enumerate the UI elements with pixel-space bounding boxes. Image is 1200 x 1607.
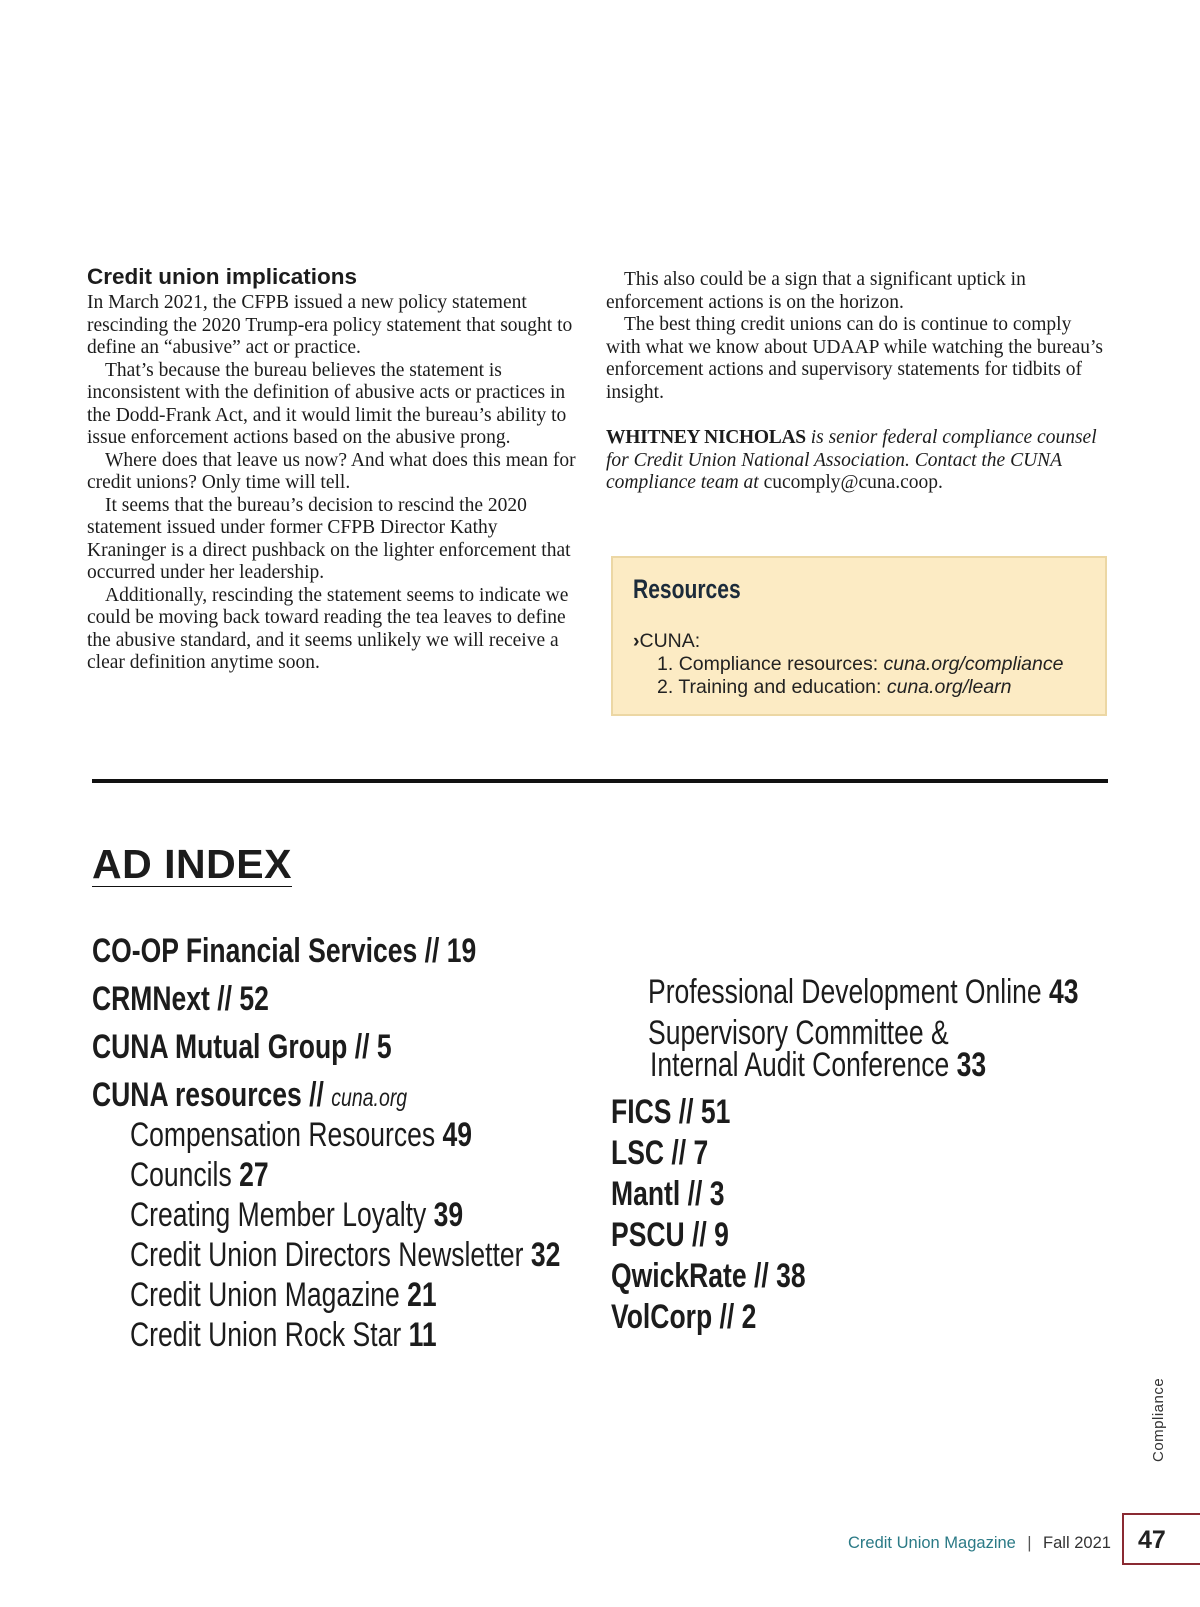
ad-name: CUNA Mutual Group: [92, 1028, 348, 1066]
page-number-box: [1122, 1513, 1200, 1565]
section-label: Compliance: [1150, 1377, 1167, 1462]
ad-page: 7: [693, 1134, 709, 1172]
ad-name: PSCU: [611, 1216, 685, 1254]
ad-sub-entry: [130, 1316, 437, 1354]
resources-box: [611, 556, 1107, 716]
ad-sub-entry: [130, 1116, 472, 1154]
resource-item[interactable]: [657, 676, 1012, 699]
ad-name: LSC: [611, 1134, 665, 1172]
ad-name: Credit Union Magazine: [130, 1276, 400, 1314]
paragraph: In March 2021, the CFPB issued a new policy statement rescinding the 2020 Trump-era policy statement that sought to define an “abusive” act or practice.: [87, 292, 573, 358]
ad-page: 39: [433, 1196, 464, 1234]
ad-page: 52: [239, 980, 269, 1018]
resources-title: Resources: [633, 574, 741, 604]
ad-sub-entry: [130, 1156, 269, 1194]
ad-name: Professional Development Online: [648, 973, 1042, 1011]
ad-page: 51: [700, 1093, 731, 1131]
ad-entry: [611, 1298, 756, 1336]
ad-page: 38: [776, 1257, 806, 1295]
ad-entry: [611, 1216, 729, 1254]
footer-issue: Fall 2021: [1043, 1534, 1111, 1552]
ad-name: FICS: [611, 1093, 672, 1131]
ad-separator: //: [301, 1076, 332, 1114]
ad-separator: //: [417, 932, 447, 970]
bio-end: .: [938, 472, 943, 493]
ad-name: QwickRate: [611, 1257, 747, 1295]
ad-index-title: AD INDEX: [92, 841, 292, 887]
ad-entry: [92, 1028, 392, 1066]
ad-entry: [611, 1257, 806, 1295]
ad-entry: [92, 980, 269, 1018]
ad-page: 27: [239, 1156, 269, 1194]
ad-name: Mantl: [611, 1175, 681, 1213]
ad-page: 43: [1048, 973, 1079, 1011]
ad-separator: //: [209, 980, 240, 1018]
paragraph: Additionally, rescinding the statement seems to indicate we could be moving back toward reading the tea leaves to define the abusive standard, and it seems unlikely we will receive a clear definition anytime soon.: [87, 584, 569, 673]
resource-item-number: 1.: [657, 653, 674, 675]
ad-sub-entry: [650, 1046, 986, 1084]
ad-entry: [92, 1076, 407, 1117]
ad-separator: //: [684, 1216, 715, 1254]
ad-page: 32: [530, 1236, 561, 1274]
footer-credit: [848, 1534, 1111, 1553]
bio-text: is senior federal compliance counsel for Credit Union National Association. Contact the CUNA compliance team at: [606, 427, 1097, 493]
paragraph: That’s because the bureau believes the statement is inconsistent with the definition of abusive acts or practices in the Dodd-Frank Act, and it would limit the bureau’s ability to issue enforcement actions based on the abusive prong.: [87, 359, 567, 448]
resource-item-link[interactable]: cuna.org/compliance: [883, 653, 1064, 675]
article-right-column: [606, 269, 1106, 404]
ad-name: Internal Audit Conference: [650, 1046, 950, 1084]
ad-name: VolCorp: [611, 1298, 713, 1336]
resource-item-number: 2.: [657, 676, 674, 698]
ad-page: 49: [442, 1116, 473, 1154]
ad-separator: //: [746, 1257, 777, 1295]
ad-separator: //: [347, 1028, 377, 1066]
ad-name: CRMNext: [92, 980, 210, 1018]
paragraph: This also could be a sign that a significant uptick in enforcement actions is on the horizon.: [606, 269, 1026, 313]
article-left-column: [87, 292, 581, 675]
paragraph: Where does that leave us now? And what does this mean for credit unions? Only time will tell.: [87, 449, 576, 493]
footer-separator: |: [1027, 1534, 1032, 1552]
section-divider: [92, 779, 1108, 783]
ad-sub-entry: [130, 1236, 560, 1274]
ad-page: 5: [376, 1028, 392, 1066]
ad-entry: [92, 932, 476, 970]
section-heading: Credit union implications: [87, 264, 358, 289]
contact-email[interactable]: cucomply@cuna.coop: [763, 472, 939, 493]
ad-name: Supervisory Committee &: [648, 1014, 949, 1052]
resources-group-label: CUNA:: [639, 630, 701, 652]
ad-name: CO-OP Financial Services: [92, 932, 418, 970]
paragraph: The best thing credit unions can do is continue to comply with what we know about UDAAP while watching the bureau’s enforcement actions and supervisory statements for tidbits of insight.: [606, 314, 1103, 403]
ad-page: 2: [741, 1298, 757, 1336]
ad-page: 3: [709, 1175, 725, 1213]
ad-name: Councils: [130, 1156, 232, 1194]
page-number: 47: [1138, 1526, 1166, 1554]
ad-name: Credit Union Directors Newsletter: [130, 1236, 524, 1274]
resource-item-link[interactable]: cuna.org/learn: [886, 676, 1012, 698]
ad-entry: [611, 1134, 708, 1172]
footer-magazine: Credit Union Magazine: [848, 1534, 1016, 1552]
ad-name: CUNA resources: [92, 1076, 302, 1114]
ad-url[interactable]: cuna.org: [331, 1084, 408, 1112]
ad-page: 19: [446, 932, 477, 970]
chevron-right-icon: ›: [633, 630, 640, 652]
ad-name: Credit Union Rock Star: [130, 1316, 402, 1354]
author-bio: [606, 427, 1106, 495]
ad-separator: //: [671, 1093, 701, 1131]
resource-item-label: Training and education:: [678, 676, 887, 698]
ad-sub-entry: [648, 973, 1078, 1011]
ad-entry: [611, 1175, 724, 1213]
ad-separator: //: [664, 1134, 694, 1172]
ad-entry: [611, 1093, 730, 1131]
ad-page: 9: [714, 1216, 729, 1254]
ad-separator: //: [680, 1175, 710, 1213]
ad-page: 33: [956, 1046, 987, 1084]
ad-sub-entry: [130, 1196, 463, 1234]
resource-item-label: Compliance resources:: [678, 653, 884, 675]
ad-page: 21: [407, 1276, 437, 1314]
ad-sub-entry: [130, 1276, 437, 1314]
paragraph: It seems that the bureau’s decision to rescind the 2020 statement issued under former CFPB Director Kathy Kraninger is a direct pushback on the lighter enforcement that occurred under her leadership.: [87, 494, 571, 583]
author-name: WHITNEY NICHOLAS: [606, 427, 806, 448]
ad-name: Compensation Resources: [130, 1116, 436, 1154]
ad-separator: //: [712, 1298, 742, 1336]
ad-name: Creating Member Loyalty: [130, 1196, 427, 1234]
ad-page: 11: [408, 1316, 437, 1354]
resources-group: [633, 630, 700, 653]
resource-item[interactable]: [657, 653, 1063, 676]
